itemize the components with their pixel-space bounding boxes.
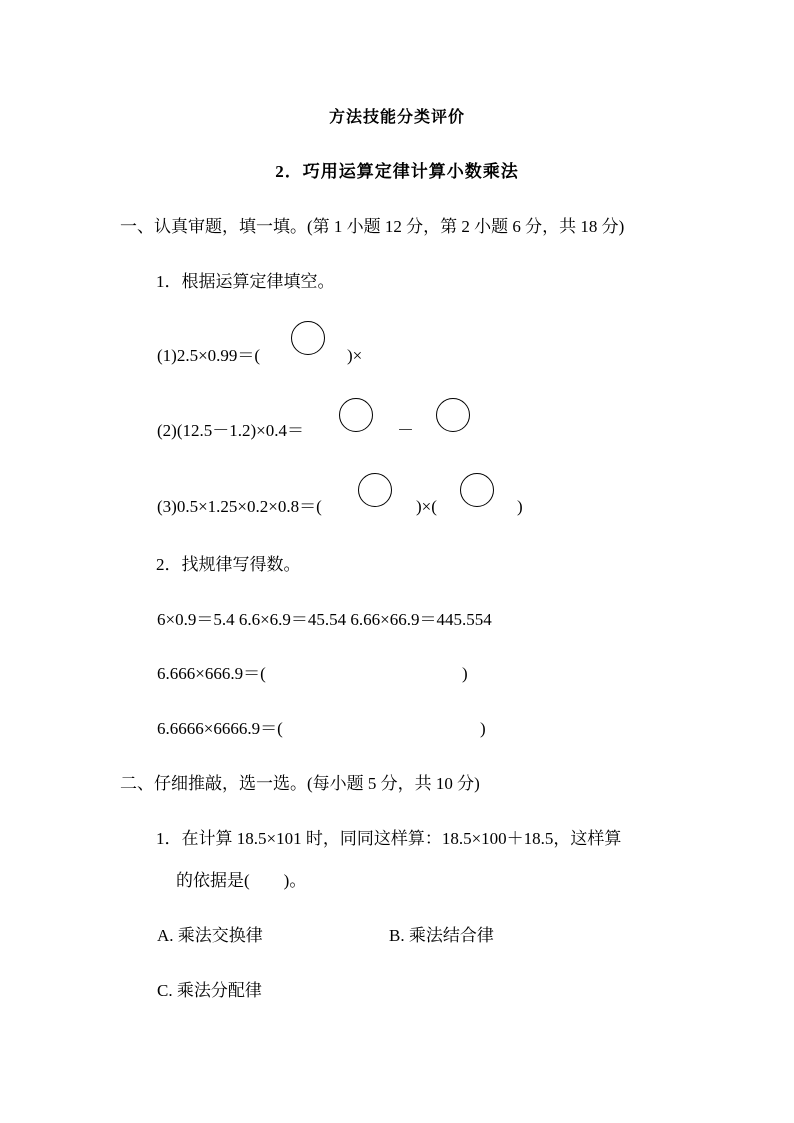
section1-heading: 一、认真审题，填一填。(第 1 小题 12 分，第 2 小题 6 分，共 18 分) bbox=[120, 217, 625, 236]
option-b[interactable]: B. 乘法结合律 bbox=[389, 926, 494, 945]
page-subtitle: 方法技能分类评价 bbox=[328, 109, 465, 126]
s2-q1-line1: 1．在计算 18.5×101 时，同同这样算：18.5×100＋18.5，这样算 bbox=[156, 829, 622, 848]
q2-label: 2．找规律写得数。 bbox=[156, 555, 301, 574]
option-c[interactable]: C. 乘法分配律 bbox=[157, 981, 262, 1000]
page-title: 2．巧用运算定律计算小数乘法 bbox=[275, 162, 519, 181]
q1-item3-mid: )×( bbox=[416, 497, 437, 516]
q1-item3-left: (3)0.5×1.25×0.2×0.8＝( bbox=[157, 497, 322, 516]
q1-label: 1．根据运算定律填空。 bbox=[156, 272, 335, 291]
answer-circle-1[interactable] bbox=[291, 321, 325, 355]
q2-line1-right: ) bbox=[462, 664, 468, 683]
q2-line2-right: ) bbox=[480, 719, 486, 738]
s2-q1-line2: 的依据是( )。 bbox=[176, 871, 307, 890]
q1-item2-minus: － bbox=[397, 421, 414, 440]
q1-item2-left: (2)(12.5－1.2)×0.4＝ bbox=[157, 421, 304, 440]
q2-pattern: 6×0.9＝5.4 6.6×6.9＝45.54 6.66×66.9＝445.554 bbox=[157, 610, 492, 629]
q1-item3-right: ) bbox=[517, 497, 523, 516]
q1-item1-left: (1)2.5×0.99＝( bbox=[157, 346, 261, 365]
answer-circle-4[interactable] bbox=[358, 473, 392, 507]
answer-circle-2[interactable] bbox=[339, 398, 373, 432]
q1-item1-right: )× bbox=[347, 346, 363, 365]
section2-heading: 二、仔细推敲，选一选。(每小题 5 分，共 10 分) bbox=[120, 774, 480, 793]
answer-circle-5[interactable] bbox=[460, 473, 494, 507]
option-a[interactable]: A. 乘法交换律 bbox=[157, 926, 263, 945]
q2-line2-left: 6.6666×6666.9＝( bbox=[157, 719, 283, 738]
answer-circle-3[interactable] bbox=[436, 398, 470, 432]
q2-line1-left: 6.666×666.9＝( bbox=[157, 664, 266, 683]
